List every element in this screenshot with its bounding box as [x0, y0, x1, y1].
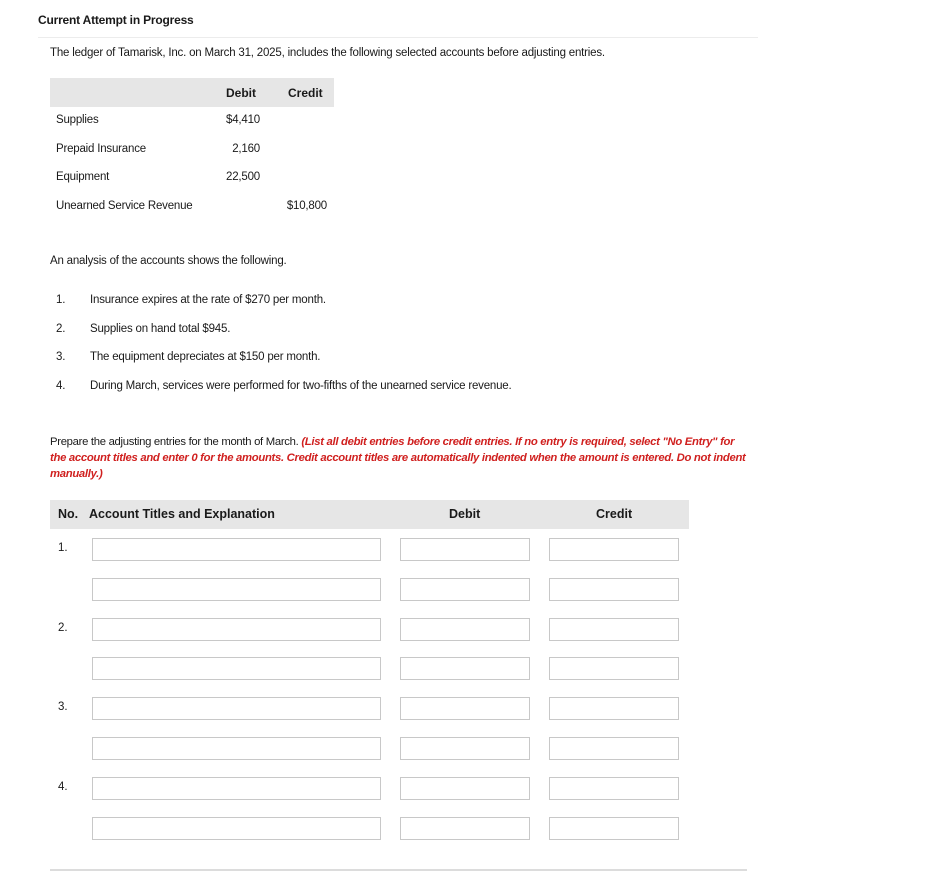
credit-input[interactable] — [549, 737, 679, 760]
credit-input[interactable] — [549, 697, 679, 720]
credit-input[interactable] — [549, 777, 679, 800]
analysis-item-number: 2. — [56, 323, 66, 335]
ledger-col-credit: Credit — [288, 86, 323, 100]
account-title-input[interactable] — [92, 697, 381, 720]
instructions — [50, 434, 750, 482]
analysis-item-text: Supplies on hand total $945. — [90, 323, 231, 335]
credit-input[interactable] — [549, 538, 679, 561]
account-title-input[interactable] — [92, 777, 381, 800]
ledger-row — [50, 143, 350, 161]
debit-input[interactable] — [400, 538, 530, 561]
instructions-note: (List all debit entries before credit entries. If no entry is required, select "No Entry" for the account titles and enter 0 for the amounts. Credit account titles are automatically indented when the amount is entered. Do not indent manually.) — [50, 436, 746, 480]
debit-input[interactable] — [400, 618, 530, 641]
analysis-item-number: 1. — [56, 294, 66, 306]
ledger-col-debit: Debit — [226, 86, 256, 100]
credit-input[interactable] — [549, 657, 679, 680]
credit-input[interactable] — [549, 578, 679, 601]
entry-number: 4. — [58, 781, 68, 793]
account-title-input[interactable] — [92, 618, 381, 641]
divider — [38, 37, 758, 38]
analysis-item-text: Insurance expires at the rate of $270 per month. — [90, 294, 326, 306]
entry-number: 1. — [58, 542, 68, 554]
analysis-intro: An analysis of the accounts shows the following. — [50, 255, 287, 267]
attempt-status: Current Attempt in Progress — [38, 13, 194, 27]
analysis-item-text: During March, services were performed for two-fifths of the unearned service revenue. — [90, 380, 512, 392]
debit-input[interactable] — [400, 817, 530, 840]
journal-col-credit: Credit — [596, 507, 633, 521]
account-title-input[interactable] — [92, 817, 381, 840]
ledger-row — [50, 171, 350, 189]
account-title-input[interactable] — [92, 538, 381, 561]
debit-input[interactable] — [400, 697, 530, 720]
ledger-header — [50, 78, 334, 107]
analysis-item-text: The equipment depreciates at $150 per month. — [90, 351, 321, 363]
right-gutter — [760, 0, 936, 873]
journal-col-no: No. — [58, 507, 79, 521]
ledger-credit: $10,800 — [286, 200, 327, 212]
account-title-input[interactable] — [92, 657, 381, 680]
ledger-account: Equipment — [56, 171, 110, 183]
analysis-item-number: 3. — [56, 351, 66, 363]
ledger-row — [50, 114, 350, 132]
account-title-input[interactable] — [92, 737, 381, 760]
ledger-debit: $4,410 — [226, 114, 260, 126]
divider — [50, 869, 747, 871]
account-title-input[interactable] — [92, 578, 381, 601]
entry-number: 2. — [58, 622, 68, 634]
problem-intro: The ledger of Tamarisk, Inc. on March 31, 2025, includes the following selected accounts before adjusting entries. — [50, 47, 605, 59]
credit-input[interactable] — [549, 618, 679, 641]
debit-input[interactable] — [400, 657, 530, 680]
ledger-row — [50, 200, 350, 218]
entry-number: 3. — [58, 701, 68, 713]
ledger-account: Unearned Service Revenue — [56, 200, 193, 212]
instructions-text: Prepare the adjusting entries for the month of March. — [50, 436, 302, 448]
debit-input[interactable] — [400, 578, 530, 601]
ledger-account: Prepaid Insurance — [56, 143, 146, 155]
analysis-item-number: 4. — [56, 380, 66, 392]
ledger-account: Supplies — [56, 114, 99, 126]
journal-col-account: Account Titles and Explanation — [89, 507, 275, 521]
debit-input[interactable] — [400, 777, 530, 800]
ledger-debit: 2,160 — [232, 143, 260, 155]
credit-input[interactable] — [549, 817, 679, 840]
debit-input[interactable] — [400, 737, 530, 760]
ledger-debit: 22,500 — [226, 171, 260, 183]
journal-col-debit: Debit — [449, 507, 481, 521]
journal-header — [50, 500, 689, 529]
